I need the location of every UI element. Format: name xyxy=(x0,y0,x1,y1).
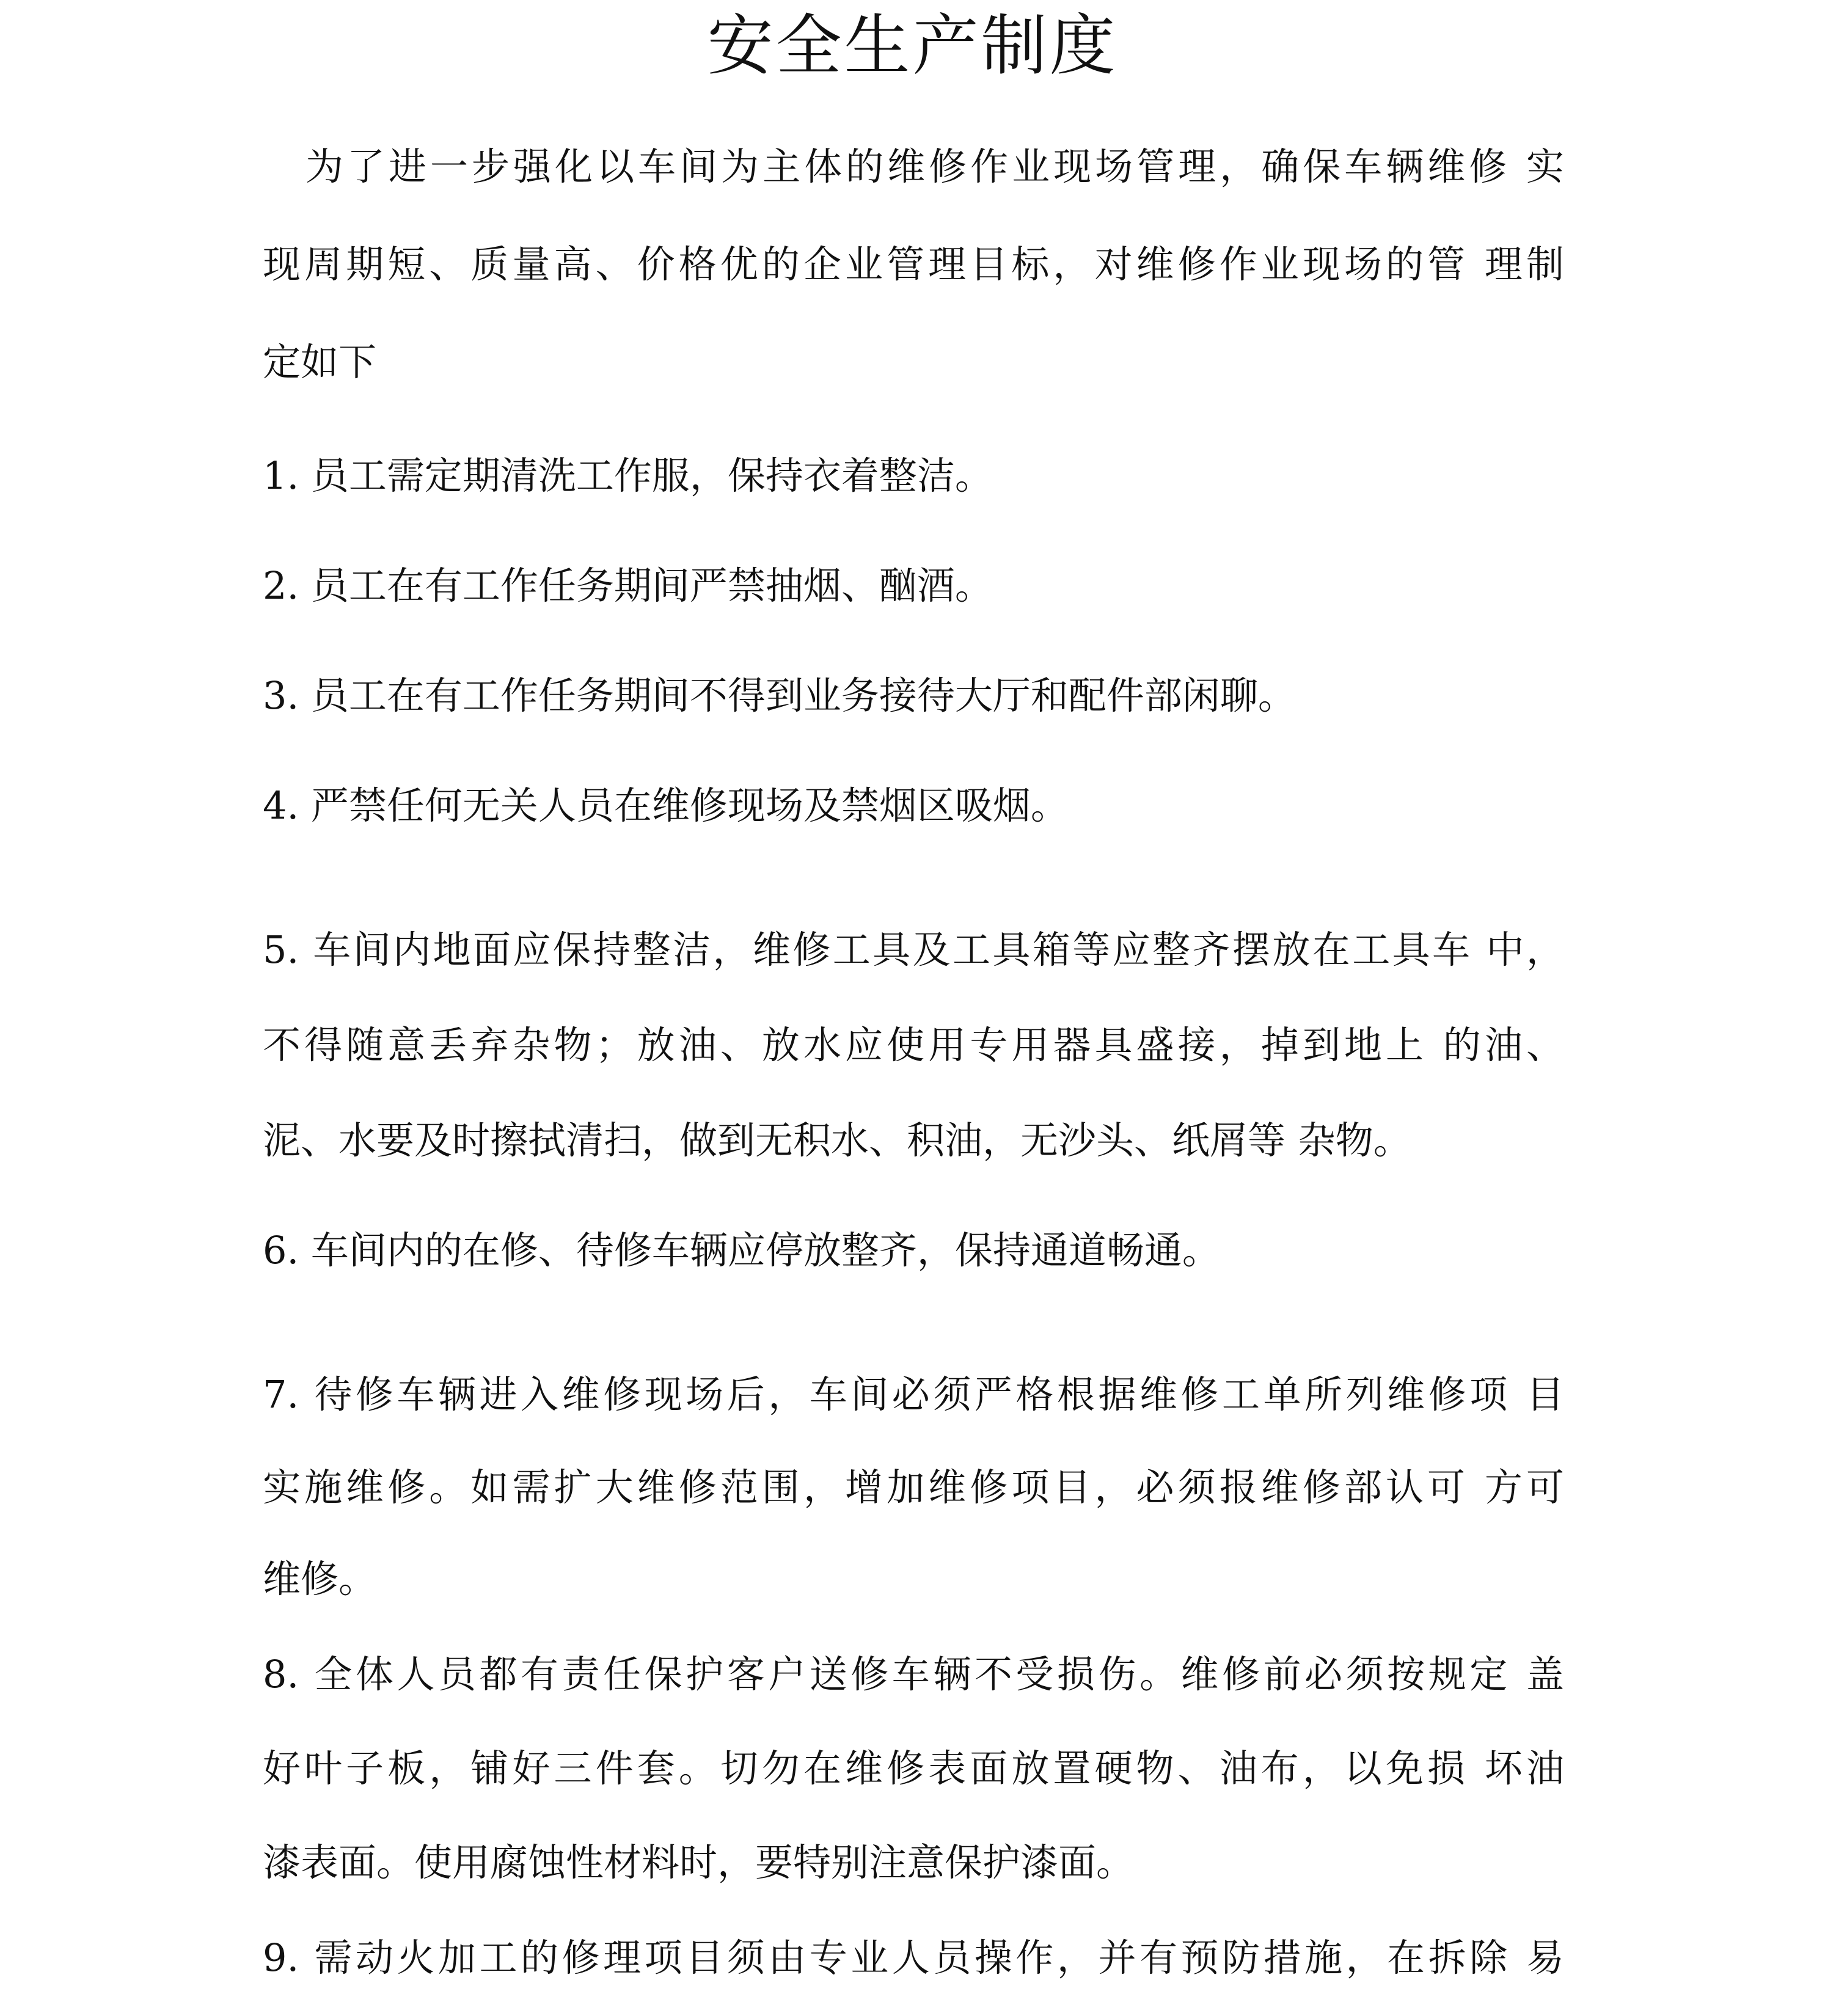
rule-9-line-1: 9. 需动火加工的修理项目须由专业人员操作，并有预防措施，在拆除 易 xyxy=(263,1935,1564,1980)
rule-8-line-3: 漆表面。使用腐蚀性材料时，要特别注意保护漆面。 xyxy=(263,1840,1135,1885)
intro-line-1: 为了进一步强化以车间为主体的维修作业现场管理，确保车辆维修 实 xyxy=(305,144,1564,189)
rule-5-line-2: 不得随意丢弃杂物；放油、放水应使用专用器具盛接，掉到地上 的油、 xyxy=(263,1023,1564,1067)
rule-5-line-3: 泥、水要及时擦拭清扫，做到无积水、积油，无沙头、纸屑等 杂物。 xyxy=(263,1118,1411,1163)
rule-2: 2. 员工在有工作任务期间严禁抽烟、酗酒。 xyxy=(263,563,993,608)
rule-8-line-1: 8. 全体人员都有责任保护客户送修车辆不受损伤。维修前必须按规定 盖 xyxy=(263,1652,1564,1696)
rule-7-line-2: 实施维修。如需扩大维修范围，增加维修项目，必须报维修部认可 方可 xyxy=(263,1465,1564,1510)
intro-line-2: 现周期短、质量高、价格优的企业管理目标，对维修作业现场的管 理制 xyxy=(263,242,1564,287)
rule-8-line-2: 好叶子板，铺好三件套。切勿在维修表面放置硬物、油布，以免损 坏油 xyxy=(263,1746,1564,1791)
rule-1: 1. 员工需定期清洗工作服，保持衣着整洁。 xyxy=(263,453,993,498)
rule-7-line-3: 维修。 xyxy=(263,1557,377,1601)
rule-7-line-1: 7. 待修车辆进入维修现场后，车间必须严格根据维修工单所列维修项 目 xyxy=(263,1372,1564,1417)
rule-6: 6. 车间内的在修、待修车辆应停放整齐，保持通道畅通。 xyxy=(263,1228,1220,1273)
rule-4: 4. 严禁任何无关人员在维修现场及禁烟区吸烟。 xyxy=(263,783,1069,828)
rule-5-line-1: 5. 车间内地面应保持整洁，维修工具及工具箱等应整齐摆放在工具车 中， xyxy=(263,927,1564,972)
rule-3: 3. 员工在有工作任务期间不得到业务接待大厅和配件部闲聊。 xyxy=(263,673,1296,718)
document-title: 安全生产制度 xyxy=(707,8,1118,84)
intro-line-3: 定如下 xyxy=(263,340,377,384)
